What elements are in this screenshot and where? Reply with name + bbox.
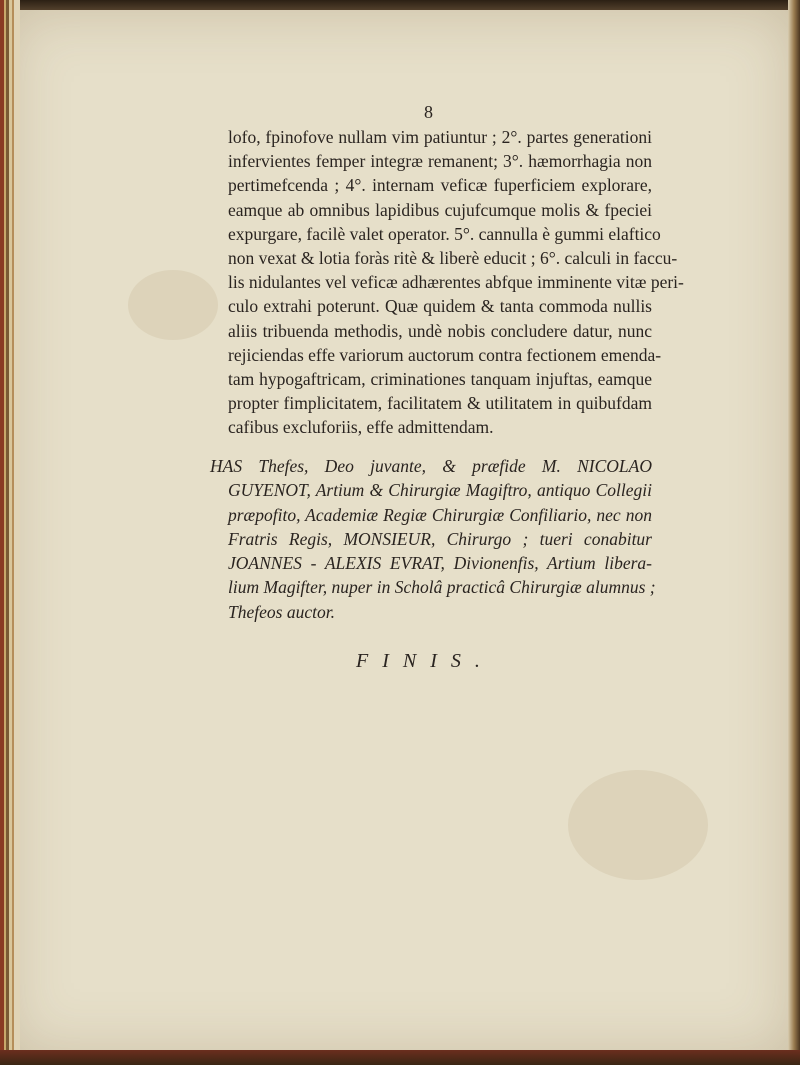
dedication-line: præpofito, Academiæ Regiæ Chirurgiæ Confiliario, nec non xyxy=(228,504,652,525)
book-edge-right xyxy=(788,0,800,1065)
text-line: propter fimplicitatem, facilitatem & utilitatem in quibufdam xyxy=(228,393,652,414)
text-line: rejiciendas effe variorum auctorum contra fectionem emenda- xyxy=(228,344,662,365)
dedication-line: lium Magifter, nuper in Scholâ practicâ Chirurgiæ alumnus ; xyxy=(228,577,656,598)
thesis-dedication xyxy=(210,454,656,624)
paper-stain xyxy=(128,270,218,340)
text-line: lis nidulantes vel veficæ adhærentes abfque imminente vitæ peri- xyxy=(228,272,684,293)
page-number: 8 xyxy=(424,102,433,122)
book-bottom-edge xyxy=(0,1050,800,1065)
text-line: expurgare, facilè valet operator. 5°. cannulla è gummi elaftico xyxy=(228,223,661,244)
text-line: cafibus excluforiis, effe admittendam. xyxy=(228,417,494,438)
text-line: infervientes femper integræ remanent; 3°. hæmorrhagia non xyxy=(228,151,652,172)
dedication-line: JOANNES - ALEXIS EVRAT, Divionenfis, Artium libera- xyxy=(228,553,652,574)
body-paragraph xyxy=(228,125,684,440)
paper-stain xyxy=(568,770,708,880)
text-line: pertimefcenda ; 4°. internam veficæ fuperficiem explorare, xyxy=(228,175,652,196)
text-line: aliis tribuenda methodis, undè nobis concludere datur, nunc xyxy=(228,320,652,341)
dedication-line: Thefeos auctor. xyxy=(228,601,335,622)
dedication-line: HAS Thefes, Deo juvante, & præfide M. NICOLAO xyxy=(210,456,652,476)
finis-heading: FINIS. xyxy=(356,650,494,672)
book-binding-left xyxy=(0,0,20,1065)
text-line: culo extrahi poterunt. Quæ quidem & tanta commoda nullis xyxy=(228,296,652,317)
dedication-line: Fratris Regis, MONSIEUR, Chirurgo ; tueri conabitur xyxy=(228,528,652,549)
text-line: non vexat & lotia foràs ritè & liberè educit ; 6°. calculi in faccu- xyxy=(228,248,678,269)
text-line: lofo, fpinofove nullam vim patiuntur ; 2°. partes generationi xyxy=(228,127,652,147)
dedication-line: GUYENOT, Artium & Chirurgiæ Magiftro, antiquo Collegii xyxy=(228,480,652,501)
text-line: tam hypogaftricam, criminationes tanquam injuftas, eamque xyxy=(228,369,652,390)
text-line: eamque ab omnibus lapidibus cujufcumque molis & fpeciei xyxy=(228,199,652,220)
